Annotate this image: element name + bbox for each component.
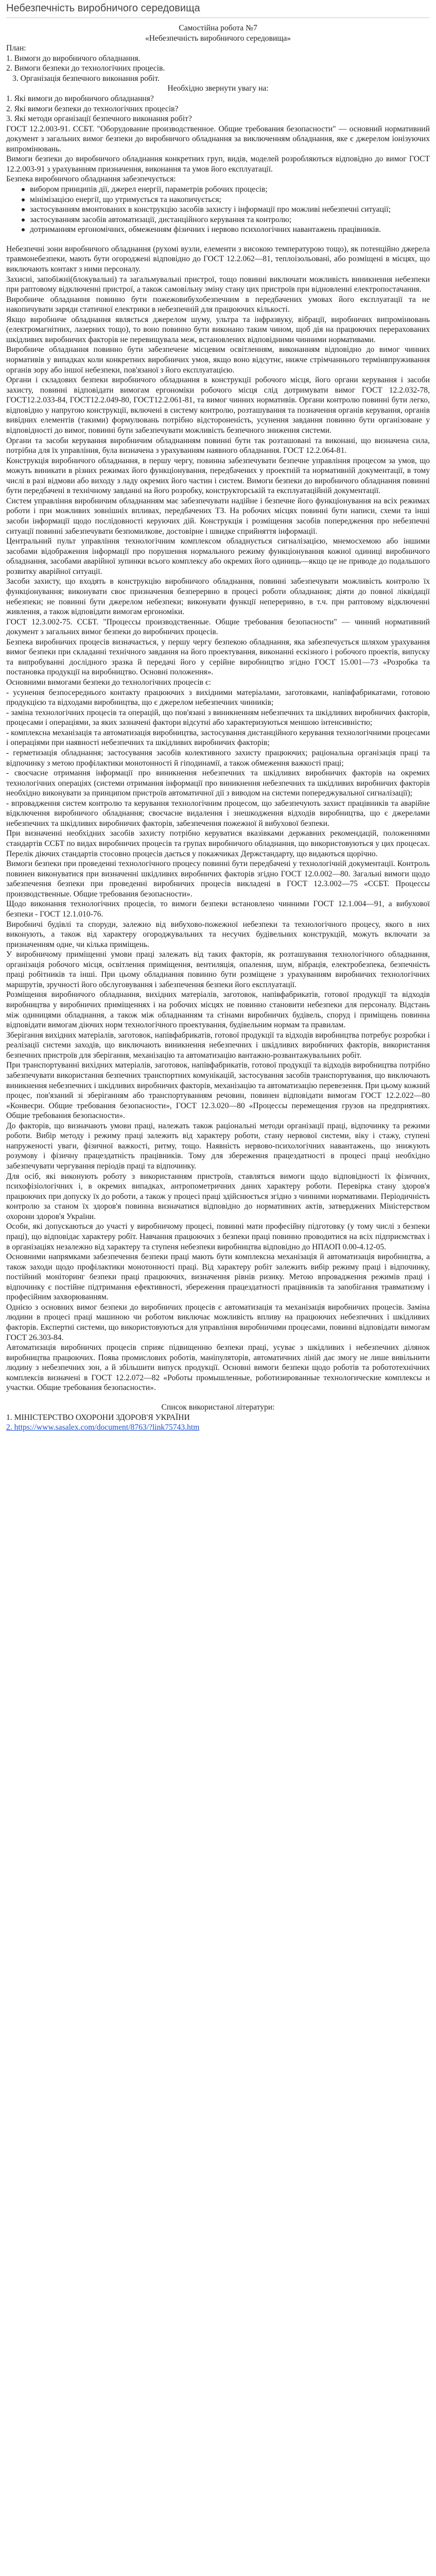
paragraph: Основними напрямками забезпечення безпеки праці мають бути комплексна механізація й автоматизація виробництва, а також заходи щодо профілактики монотонності праці. Від характеру робіт залежить вибір режиму праці і відпочинку, постійний моніторинг безпеки праці працюючих, визначення рівнів ризику. Метою впровадження режимів праці і відпочинку є постійне підтримання ефективності, збереження працездатності працівників та запобігання травматизму і професійним захворюванням. <box>6 1252 430 1302</box>
attention-label: Необхідно звернути увагу на: <box>167 84 269 93</box>
paragraph: Систем управління виробничим обладнанням має забезпечувати надійне і безпечне його функціонування на всіх режимах роботи і при можливих зовнішніх впливах, передбачених ТЗ. На робочих місцях повинні бути написи, схеми та інші засоби інформації щодо послідовності керуючих дій. Конструкція і розміщення засобів попередження про небезпечні ситуації повинні забезпечувати безпомилкове, достовірне і швидке сприйняття інформації. <box>6 496 430 536</box>
requirement-item: - комплексна механізація та автоматизація виробництва, застосування дистанційного керування технологічними процесами і операціями при наявності небезпечних та шкідливих виробничих факторів; <box>6 728 430 748</box>
list-item: дотриманням ергономічних, обмеженням фізичних і нервово психологічних навантажень працівників. <box>22 225 430 235</box>
paragraph: Зберігання вихідних матеріалів, заготовок, напівфабрикатів, готової продукції та відходів виробництва потребує розробки і реалізації системи заходів, що виключають виникнення небезпечних і шкідливих виробничих факторів, використання безпечних пристроїв для зберігання, механізацію та автоматизацію вантажно-розвантажувальних робіт. <box>6 1030 430 1060</box>
paragraph: Виробничі будівлі та споруди, залежно від вибухово-пожежної небезпеки та технологічного процесу, якого в них виконують, а також від характеру огороджувальних та несучих будівельних конструкцій, можуть включати за призначенням одне, чи кілька приміщень. <box>6 920 430 949</box>
sources-title: Список використаної літератури: <box>161 1402 275 1412</box>
paragraph: При транспортуванні вихідних матеріалів, заготовок, напівфабрикатів, готової продукції та відходів виробництва потрібно забезпечувати використання безпечних транспортних комунікацій, застосування засобів транспортування, що виключають виникнення небезпечних і шкідливих виробничих факторів, механізацію та автоматизацію перевезення. При цьому кожний процес, пов'язаний зі зберіганням або транспортуванням речовин, повинен відповідати вимогам ГОСТ 12.2.022—80 «Конвеєри. Общие требования безопасности», ГОСТ 12.3.020—80 «Процессы перемещения грузов на предприятиях. Общие требования безопасности». <box>6 1061 430 1121</box>
list-item: вибором принципів дії, джерел енергії, параметрів робочих процесів; <box>22 184 430 195</box>
requirement-item: - своєчасне отримання інформації про виникнення небезпечних та шкідливих виробничих факторів на окремих технологічних операціях (системи отримання інформації про виникнення небезпечних та шкідливих виробничих факторів необхідно виконувати за принципом пристроїв автоматичної дії з виводом на системи попереджувальної сигналізації); <box>6 769 430 798</box>
paragraph: Для осіб, які виконують роботу з використанням пристроїв, ставляться вимоги щодо відповідності їх фізичних, психофізіологічних і, в окремих випадках, антропометричних даних характеру роботи. Перевірка стану здоров'я працюючих при допуску їх до роботи, а також у процесі праці здійснюється згідно з чинними нормативами. Періодичність контролю за станом їх здоров'я повинна визначатися відповідно до нормативних актів, затверджених Міністерством охорони здоров'я України. <box>6 1172 430 1221</box>
paragraph: Органи і складових безпеки виробничого обладнання в конструкції робочого місця, його органи керування і засоби захисту, повинні відповідати вимогам ергономіки робочого місця слід дотримувати вимог ГОСТ 12.2.032-78, ГОСТ12.2.033-84, ГОСТ12.2.049-80, ГОСТ12.2.061-81, та вимог чинних нормативів. Органи контролю повинні бути легко, відповідно у напругою конструкції, включені в систему контролю, розташування та позначення органів керування, органів вивідних елементів (такими) формулювань потрібно відстороненість, усунення завдання повинно бути організоване у відповідності до вимог, повинні бути забезпечувати можливість безпечного зниження системи. <box>6 376 430 435</box>
source-item <box>6 1422 430 1433</box>
paragraph: Вимоги безпеки при проведенні технологічного процесу повинні бути передбачені у технологічній документації. Контроль повинен виконуватися при визначенні шкідливих виробничих факторів згідно ГОСТ 12.0.002—80. Загальні вимоги щодо забезпечення безпеки при проведенні виробничих процесів викладені в ГОСТ 12.3.002—75 «ССБТ. Процессы производственные. Общие требования безопасности». <box>6 859 430 899</box>
paragraph: ГОСТ 12.2.003-91. ССБТ. "Оборудование производственное. Общие требования безопасности" — основний нормативний документ з загальних вимог безпеки до виробничого обладнання за виключенням обладнання, яке є джерелом іонізуючих випромінювань. <box>6 124 430 154</box>
plan-item: 2. Вимоги безпеки до технологічних процесів. <box>6 64 165 73</box>
paragraph: Розміщення виробничого обладнання, вихідних матеріалів, заготовок, напівфабрикатів, готової продукції та відходів виробництва у виробничих приміщеннях і на робочих місцях не повинно становити небезпеки для персоналу. Відстань між одиницями обладнання, а також між обладнанням та стінами виробничих будівель, споруд і приміщень повинна відповідати вимогам діючих норм технологічного проектування, будівельним нормам та правилам. <box>6 990 430 1030</box>
plan-item: 1. Вимоги до виробничого обладнання. <box>6 54 141 63</box>
paragraph: Небезпечні зони виробничого обладнання (рухомі вузли, елементи з високою температурою тощо), як потенційно джерела травмонебезпеки, мають бути огороджені відповідно до ГОСТ 12.2.062—81, теплоізольовані, або розміщені в місцях, що виключають контакт з ними персоналу. <box>6 244 430 274</box>
list-item: застосуванням засобів автоматизації, дистанційного керування та контролю; <box>22 215 430 225</box>
work-topic: «Небезпечність виробничого середовища» <box>145 33 291 43</box>
paragraph: Якщо виробниче обладнання являється джерелом шуму, ультра та інфразвуку, вібрації, виробничих випромінювань (електромагнітних, лазерних тощо), то воно повинно бути виконано таким чином, щоб дія на працюючих перерахованих шкідливих виробничих факторів не перевищувала меж, встановлених відповідними чинними нормативами. <box>6 315 430 344</box>
requirement-item: - впровадження систем контролю та керування технологічним процесом, що забезпечують захист працівників та аварійне відключення виробничого обладнання; своєчасне видалення і знешкодження відходів виробництва, що є джерелами небезпечних та шкідливих виробничих факторів, забезпечення пожежної й вибухової безпеки. <box>6 799 430 828</box>
paragraph: Центральний пульт управління технологічним комплексом обладнується сигналізацією, мнемосхемою або іншими засобами відображення інформації про порушення нормального режиму функціонування кожної одиниці виробничого обладнання, засобами аварійної зупинки всього комплексу або окремих його одиниць—якщо це не приводе до подальшого розвитку аварійної ситуації. <box>6 537 430 576</box>
paragraph: Захисні, запобіжні(блокувальні) та загальмувальні пристрої, тощо повинні виключати можливість виникнення небезпеки при раптовому відключенні пристрої, а також самовільну зміну стану цих пристроїв при відновленні електропостачання. <box>6 275 430 294</box>
spacer <box>6 235 430 244</box>
page-title: Небезпечність виробничого середовища <box>6 3 200 14</box>
paragraph: Однією з основних вимог безпеки до виробничих процесів є автоматизація та механізація виробничих процесів. Заміна людини в процесі праці машиною чи роботом виключає можливість впливу на працюючих небезпечних і шкідливих факторів. Експертні системи, що використовуються для управління виробничими процесами, повинні відповідати вимогам ГОСТ 26.303-84. <box>6 1302 430 1342</box>
paragraph: Органи та засоби керування виробничим обладнанням повинні бути так розташовані та виконані, що визначена сила, потрібна для їх управління, була визначена з урахуванням наявного обладнання. ГОСТ 12.2.064-81. <box>6 436 430 455</box>
list-item: мінімізацією енергії, що утримується та накопичується; <box>22 195 430 205</box>
attention-item: 3. Які методи організації безпечного виконання робіт? <box>6 114 192 124</box>
requirement-item: - заміна технологічних процесів та операцій, що пов'язані з виникненням небезпечних та шкідливих виробничих факторів, процесами і операціями, за яких зазначені фактори відсутні або характеризуються меншою інтенсивністю; <box>6 708 430 727</box>
paragraph: Конструкція виробничого обладнання, в першу чергу, повинна забезпечувати безпечне управління процесом за умов, що можуть виникати в різних режимах його функціонування, передбачених у проектній та нормативній документації, в тому числі в разі відмови або виходу з ладу окремих його частин і систем. Вимоги безпеки до виробничого обладнання повинні бути передбачені в технічному завданні на його розробку, конструкторській та експлуатаційній документації. <box>6 456 430 496</box>
paragraph: Виробниче обладнання повинно бути пожежовибухобезпечним в передбачених умовах його експлуатації та не накопичувати заряди статичної електрики в небезпечній для працюючих кількості. <box>6 295 430 314</box>
paragraph: Виробниче обладнання повинно бути забезпечене місцевим освітленням, виконанням відповідно до вимог чинних нормативів у випадках коли конкретних виробничих умов, якщо воно відсутнє, нижче стрімчаннього термінвпруживання органів зору або іншої небезпеки, пов'язаної з його експлуатацією. <box>6 345 430 375</box>
paragraph: При визначенні необхідних засобів захисту потрібно керуватися вказівками державних рекомендацій, положеннями стандартів ССБТ по видах виробничих процесів та групах виробничого обладнання, що використовуються у цих процесах. Перелік діючих стандартів стосовно процесів даєтьcя у покажчиках Держстандарту, що видаються щорічно. <box>6 829 430 858</box>
plan-item: 3. Організація безпечного виконання робіт. <box>12 74 160 83</box>
requirement-item: - герметизація обладнання; застосування засобів колективного захисту працюючих; раціональна організація праці та відпочинку з метою профілактики монотонності й гіподинамії, а також обмеження важкості праці; <box>6 748 430 768</box>
source-link[interactable]: 2. https://www.sasalex.com/document/8763/?link75743.htm <box>6 1423 200 1432</box>
requirement-item: - усунення безпосереднього контакту працюючих з вихідними матеріалами, заготовками, напівфабрикатами, готовою продукцією та відходами виробництва, що є джерелом небезпечних чинників; <box>6 688 430 707</box>
paragraph: Засоби захисту, що входять в конструкцію виробничого обладнання, повинні забезпечувати можливість контролю їх функціонування; виконувати своє призначення безперервно в процесі роботи обладнання; діяти до повної ліквідації небезпеки; не повинні бути джерелом небезпеки; виконувати функції непереривно, в т.ч. при раптовому відключенні живлення, а також відповідати вимогам ергономіки. <box>6 577 430 617</box>
paragraph: До факторів, що визначають умови праці, належать також раціональні методи організації праці, відпочинку та режими роботи. Вибір методу і режиму праці залежить від характеру роботи, стану нервової системи, віку і стажу, ступені напруженості уваги, фізичної важкості, ритму, тощо. Наявність нервово-психологічних навантажень, що знижують розумову і фізичну працездатність працівників. Тому для збереження працездатності в процесі праці необхідно забезпечувати чергування періодів праці та відпочинку. <box>6 1121 430 1171</box>
spacer <box>6 1393 430 1402</box>
paragraph: Вимоги безпеки до виробничого обладнання конкретних груп, видів, моделей розробляються відповідно до вимог ГОСТ 12.2.003-91 з урахуванням призначення, виконання та умов його експлуатації. <box>6 155 430 174</box>
paragraph: Основними вимогами безпеки до технологічних процесів є: <box>6 678 211 687</box>
source-item: 1. МІНІСТЕРСТВО ОХОРОНИ ЗДОРОВ'Я УКРАЇНИ <box>6 1413 190 1422</box>
work-number: Самостійна робота №7 <box>179 24 257 32</box>
paragraph: У виробничому приміщенні умови праці залежать від таких факторів, як розташування технологічного обладнання, організація робочого місця, освітлення приміщення, вентиляція, опалення, шум, вібрація, електробезпека, безпечність праці робітників та інші. При цьому обладнання повинно бути розміщене з урахуванням виробничих технологічних маршрутів, зручності його обслуговування і забезпечення безпеки його експлуатації. <box>6 950 430 989</box>
document-body <box>6 23 430 1433</box>
attention-item: 1. Які вимоги до виробничого обладнання? <box>6 94 154 103</box>
paragraph: Автоматизація виробничих процесів сприяє підвищенню безпеки праці, усуває з шкідливих і небезпечних ділянок виробництва працюючих. Поява промислових роботів, маніпуляторів, автоматичних ліній дає змогу не лише вивільнити людину з небезпечних зон, а й збільшити випуск продукції. Основні вимоги безпеки щодо роботів та робототехнічних комплексів визначені в ГОСТ 12.2.072—82 «Роботы промышленные, роботизированные технологические комплексы и участки. Общие требования безопасности». <box>6 1343 430 1393</box>
paragraph: Безпека виробничих процесів визначається, у першу чергу безпекою обладнання, яка забезпечується шляхом урахування вимог безпеки при складанні технічного завдання на його проектування, виконанні ескізного і робочого проектів, випуску та випробуванні дослідного зразка й передачі його у серійне виробництво згідно ГОСТ 15.001—73 «Розробка та постановка продукції на виробництво. Основні положення». <box>6 637 430 677</box>
paragraph: Безпека виробничого обладнання забезпечується: <box>6 175 176 184</box>
plan-label: План: <box>6 44 26 53</box>
safety-measures-list <box>22 184 430 235</box>
list-item: застосуванням вмонтованих в конструкцію засобів захисту і інформації про можливі небезпечні ситуації; <box>22 205 430 215</box>
paragraph: Особи, які допускаються до участі у виробничому процесі, повинні мати професійну підготовку (у тому числі з безпеки праці), що відповідає характеру робіт. Навчання працюючих з безпеки праці повинно проводитися на всіх підприємствах і в організаціях незалежно від характеру та ступеня небезпеки виробництва відповідно до НПАОП 0.00-4.12-05. <box>6 1222 430 1251</box>
paragraph: ГОСТ 12.3.002-75. ССБТ. "Процессы производственные. Общие требования безопасности" — чинний нормативний документ з загальних вимог безпеки до виробничих процесів. <box>6 617 430 637</box>
attention-item: 2. Які вимоги безпеки до технологічних процесів? <box>6 104 179 113</box>
paragraph: Щодо виконання технологічних процесів, то вимоги безпеки встановлено чинними ГОСТ 12.1.004—91, а вибухової безпеки - ГОСТ 12.1.010-76. <box>6 900 430 919</box>
